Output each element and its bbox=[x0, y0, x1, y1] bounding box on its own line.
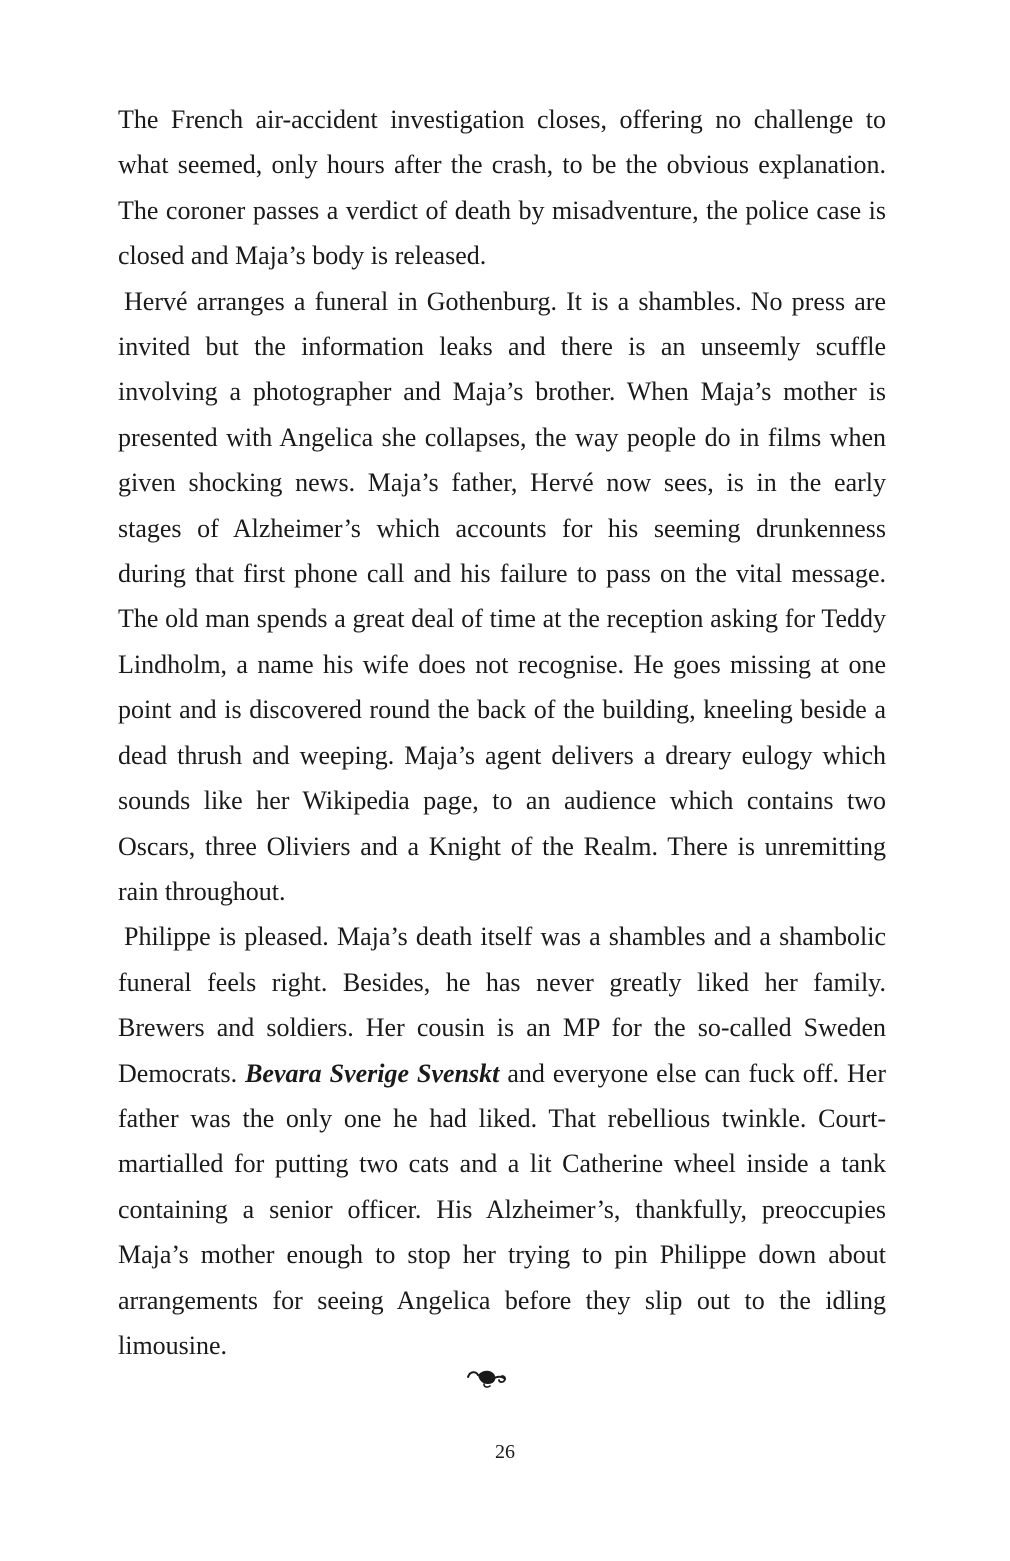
paragraph-3-part-1: Philippe is pleased. Maja’s death itself was a shambles and a shambolic funeral feels right. Besides, he has never greatly liked her family. Brewers and soldiers. Her cousin is an MP for the so-called Sweden Democrats. bbox=[118, 922, 886, 1088]
paragraph-3-part-2: and everyone else can fuck off. Her father was the only one he had liked. That rebellious twinkle. Court-martialled for putting two cats and a lit Catherine wheel inside a tank containing a senior officer. His Alzheimer’s, thankfully, preoccupies Maja’s mother enough to stop her trying to pin Philippe down about arrangements for seeing Angelica before they slip out to the idling limousine. bbox=[118, 1058, 886, 1360]
page-number: 26 bbox=[495, 1441, 515, 1463]
italic-phrase: Bevara Sverige Svenskt bbox=[245, 1058, 500, 1088]
paragraph-1: The French air-accident investigation closes, offering no challenge to what seemed, only hours after the crash, to be the obvious explanation. The coroner passes a verdict of death by misadventure, the police case is closed and Maja’s body is released. bbox=[118, 105, 886, 271]
paragraph-3 bbox=[118, 914, 886, 1368]
fleuron-icon bbox=[466, 1366, 508, 1390]
paragraph-2: Hervé arranges a funeral in Gothenburg. It is a shambles. No press are invited but the information leaks and there is an unseemly scuffle involving a photographer and Maja’s brother. When Maja’s mother is presented with Angelica she collapses, the way people do in films when given shocking news. Maja’s father, Hervé now sees, is in the early stages of Alzheimer’s which accounts for his seeming drunkenness during that first phone call and his failure to pass on the vital message. The old man spends a great deal of time at the reception asking for Teddy Lindholm, a name his wife does not recognise. He goes missing at one point and is discovered round the back of the building, kneeling beside a dead thrush and weeping. Maja’s agent delivers a dreary eulogy which sounds like her Wikipedia page, to an audience which contains two Oscars, three Oliviers and a Knight of the Realm. There is unremitting rain throughout. bbox=[118, 286, 886, 906]
body-text bbox=[118, 97, 886, 1368]
